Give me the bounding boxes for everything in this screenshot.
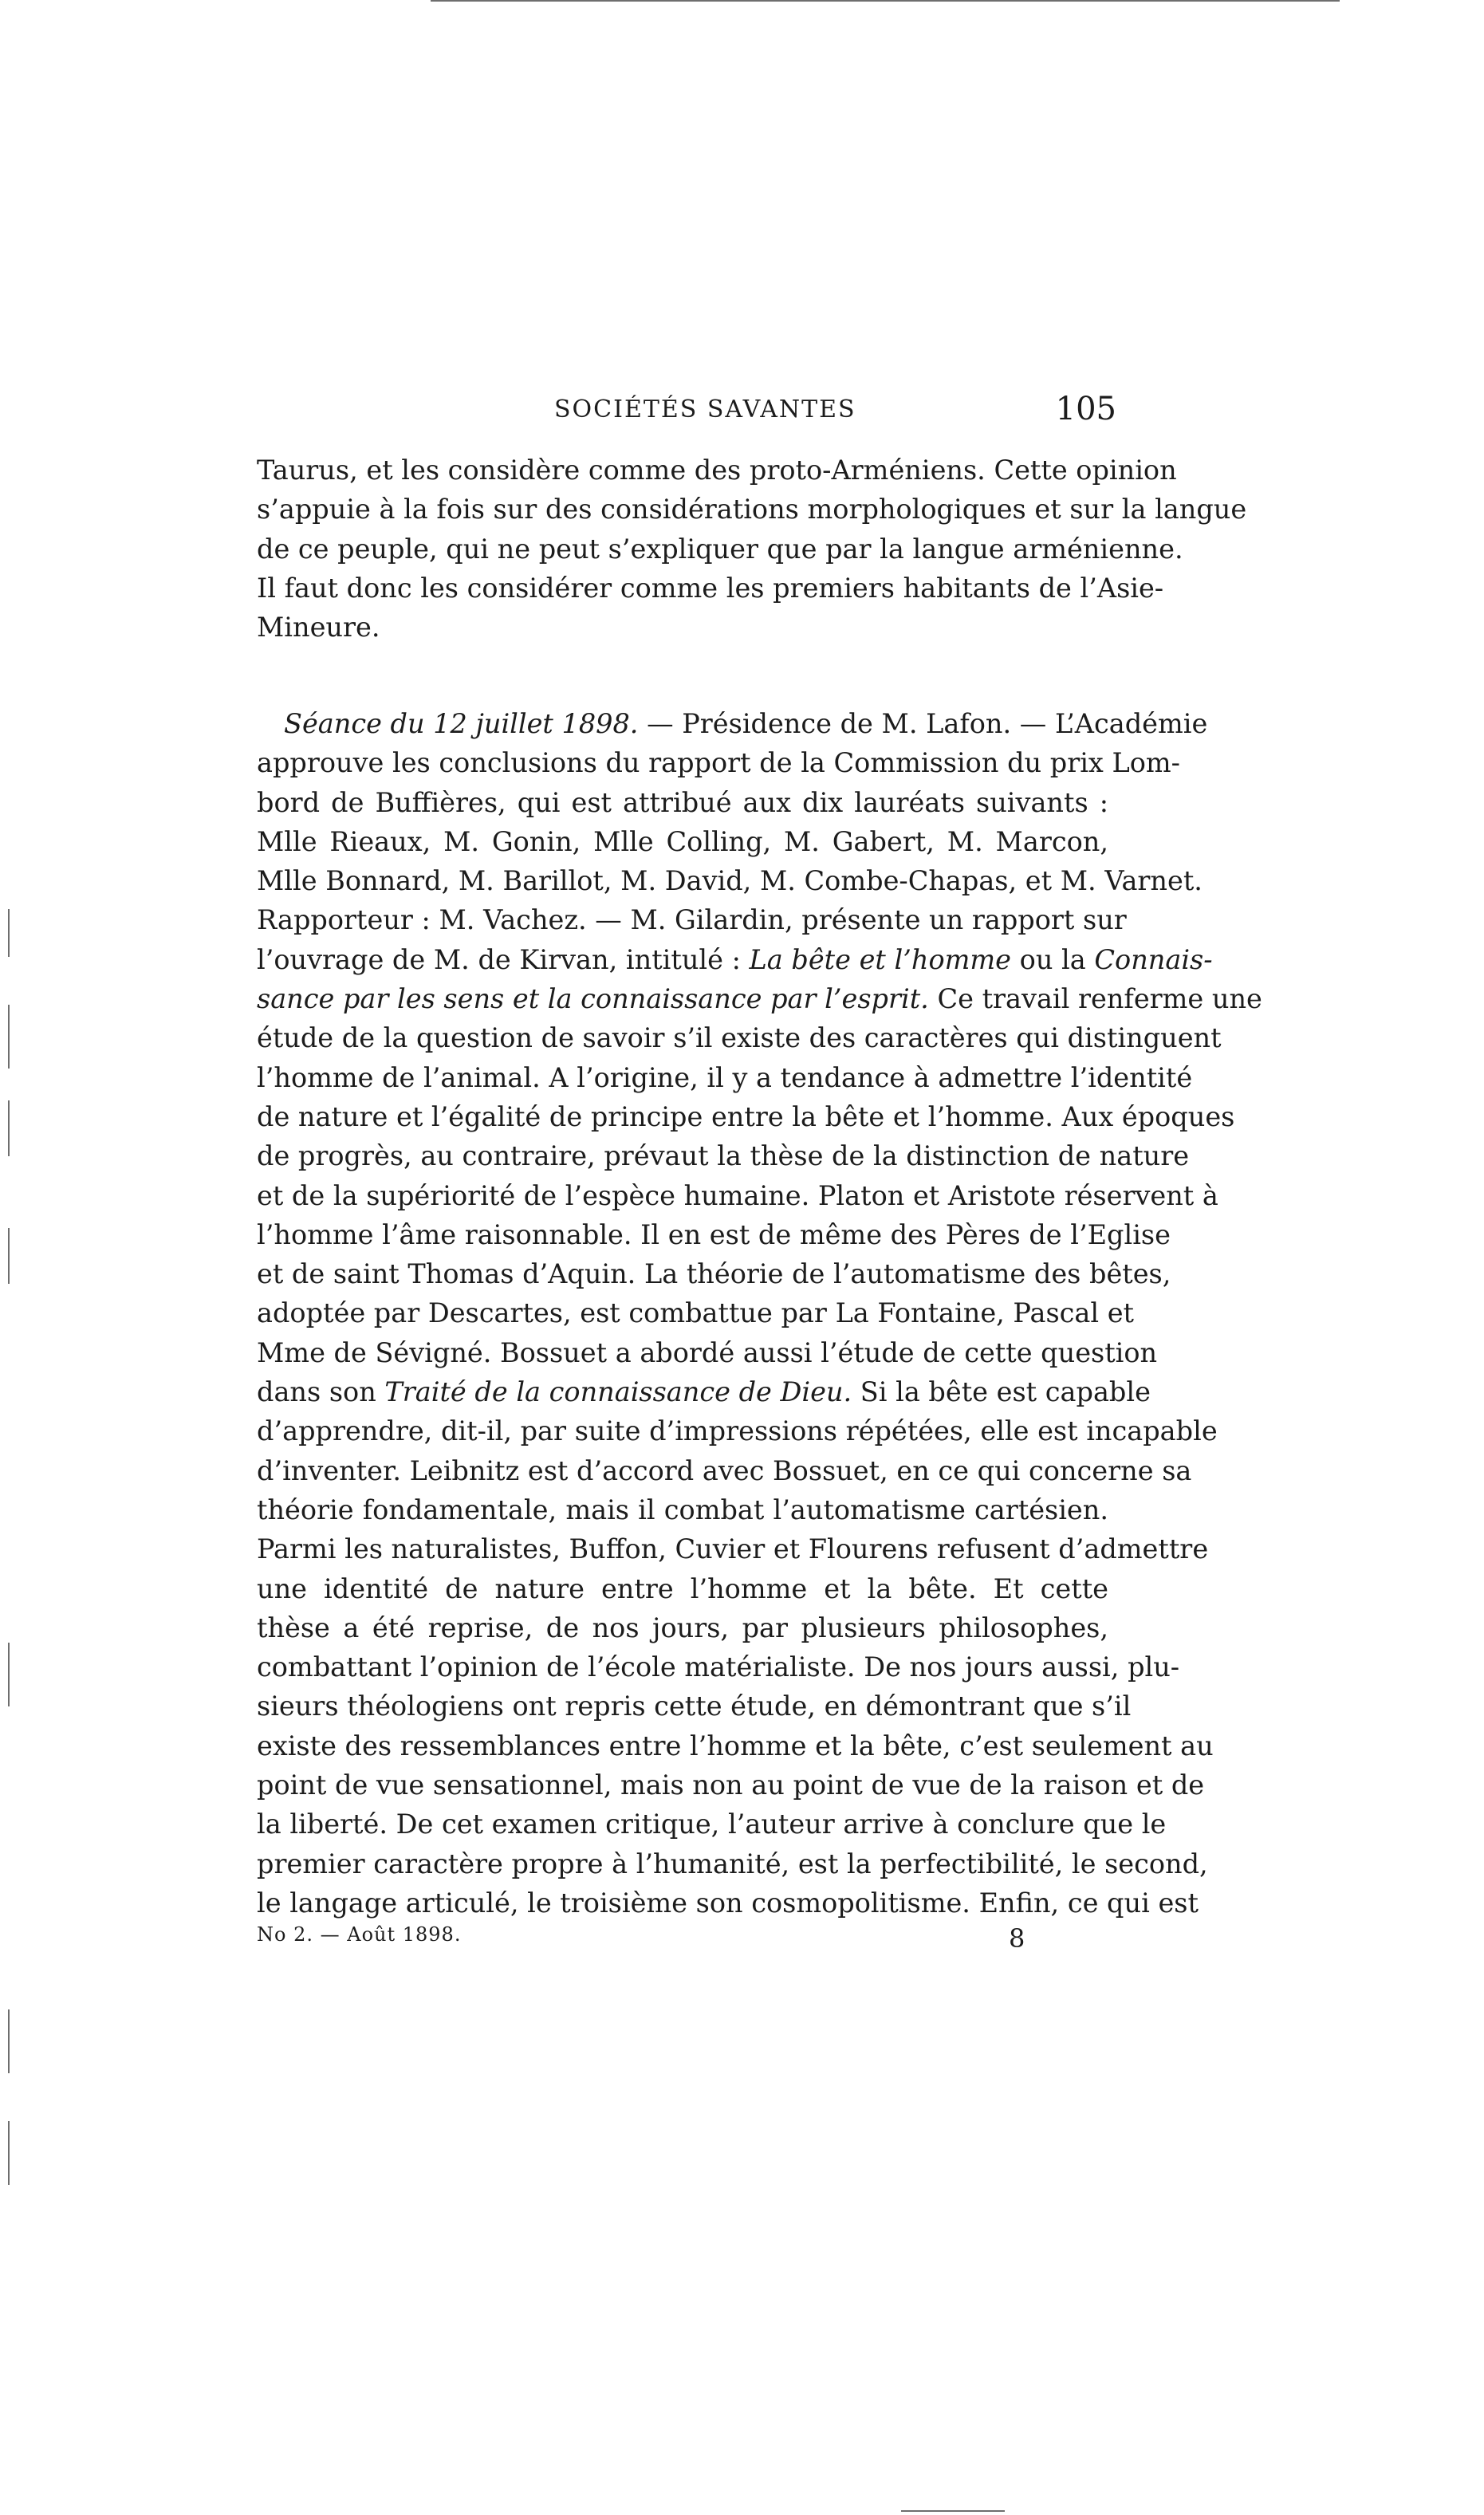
- page-number: 105: [1055, 391, 1116, 427]
- text-line: étude de la question de savoir s’il existe des caractères qui distinguent: [257, 1022, 1222, 1054]
- text-line: de ce peuple, qui ne peut s’expliquer que par la langue arménienne.: [257, 533, 1183, 565]
- text-line: Rapporteur : M. Vachez. — M. Gilardin, présente un rapport sur: [257, 904, 1127, 936]
- text-line: Parmi les naturalistes, Buffon, Cuvier et Flourens refusent d’admettre: [257, 1533, 1209, 1565]
- text-line: s’appuie à la fois sur des considérations morphologiques et sur la langue: [257, 494, 1247, 525]
- text-line: de nature et l’égalité de principe entre la bête et l’homme. Aux époques: [257, 1100, 1235, 1132]
- scan-edge-mark-left-7: [8, 2121, 10, 2185]
- scan-edge-mark-top: [431, 0, 1340, 2]
- text-line: de progrès, au contraire, prévaut la thèse de la distinction de nature: [257, 1140, 1190, 1172]
- scan-edge-mark-left-3: [8, 1100, 10, 1156]
- text-line: Mlle Rieaux, M. Gonin, Mlle Colling, M. Gabert, M. Marcon,: [257, 825, 1108, 857]
- scan-edge-mark-left-4: [8, 1228, 10, 1284]
- text-line: Taurus, et les considère comme des proto-Arméniens. Cette opinion: [257, 455, 1177, 486]
- text-line: théorie fondamentale, mais il combat l’automatisme cartésien.: [257, 1494, 1108, 1525]
- text-line: point de vue sensationnel, mais non au point de vue de la raison et de: [257, 1769, 1205, 1801]
- scan-edge-mark-left-6: [8, 2009, 10, 2073]
- paragraph-continuation: [257, 451, 1247, 647]
- text-line: une identité de nature entre l’homme et la bête. Et cette: [257, 1572, 1108, 1604]
- page-footer: [257, 1923, 1110, 1955]
- text-line: Il faut donc les considérer comme les premiers habitants de l’Asie-: [257, 572, 1164, 604]
- text-line: Mme de Sévigné. Bossuet a abordé aussi l’étude de cette question: [257, 1336, 1158, 1368]
- text-line: l’homme l’âme raisonnable. Il en est de même des Pères de l’Eglise: [257, 1218, 1171, 1250]
- text-line: la liberté. De cet examen critique, l’auteur arrive à conclure que le: [257, 1809, 1167, 1840]
- work-title: Connais-: [1094, 943, 1213, 975]
- text-line: combattant l’opinion de l’école matérialiste. De nos jours aussi, plu-: [257, 1651, 1180, 1683]
- text-line: Séance du 12 juillet 1898. — Présidence de M. Lafon. — L’Académie: [284, 708, 1208, 739]
- text-line: d’apprendre, dit-il, par suite d’impressions répétées, elle est incapable: [257, 1415, 1218, 1447]
- text-line: d’inventer. Leibnitz est d’accord avec Bossuet, en ce qui concerne sa: [257, 1454, 1192, 1486]
- running-head: SOCIÉTÉS SAVANTES: [554, 396, 856, 423]
- issue-note: No 2. — Août 1898.: [257, 1923, 462, 1946]
- text-line: l’homme de l’animal. A l’origine, il y a tendance à admettre l’identité: [257, 1061, 1193, 1093]
- text-line: Mineure.: [257, 612, 380, 644]
- text-line: et de saint Thomas d’Aquin. La théorie de l’automatisme des bêtes,: [257, 1258, 1171, 1290]
- text-line: dans son Traité de la connaissance de Dieu. Si la bête est capable: [257, 1376, 1151, 1408]
- scan-edge-mark-left-1: [8, 909, 10, 957]
- text-line: approuve les conclusions du rapport de la Commission du prix Lom-: [257, 747, 1180, 779]
- text-line: l’ouvrage de M. de Kirvan, intitulé : La bête et l’homme ou la Connais-: [257, 943, 1213, 975]
- text-line: et de la supériorité de l’espèce humaine. Platon et Aristote réservent à: [257, 1179, 1218, 1211]
- scan-edge-mark-bottom: [901, 2510, 1005, 2512]
- text-line: Mlle Bonnard, M. Barillot, M. David, M. Combe-Chapas, et M. Varnet.: [257, 865, 1203, 897]
- signature-mark: 8: [1009, 1923, 1025, 1954]
- text-line: sance par les sens et la connaissance par l’esprit. Ce travail renferme une: [257, 983, 1262, 1015]
- text-line: sieurs théologiens ont repris cette étude, en démontrant que s’il: [257, 1690, 1132, 1722]
- text-line: le langage articulé, le troisième son cosmopolitisme. Enfin, ce qui est: [257, 1887, 1199, 1919]
- text-line: premier caractère propre à l’humanité, est la perfectibilité, le second,: [257, 1848, 1208, 1879]
- text-line: bord de Buffières, qui est attribué aux dix lauréats suivants :: [257, 786, 1108, 818]
- session-report-paragraph: [257, 704, 1262, 1923]
- scan-edge-mark-left-2: [8, 1005, 10, 1069]
- text-line: adoptée par Descartes, est combattue par La Fontaine, Pascal et: [257, 1297, 1135, 1329]
- work-title: Traité de la connaissance de Dieu.: [384, 1376, 852, 1408]
- text-line: existe des ressemblances entre l’homme et la bête, c’est seulement au: [257, 1730, 1214, 1761]
- text-line: thèse a été reprise, de nos jours, par plusieurs philosophes,: [257, 1612, 1108, 1643]
- session-date: Séance du 12 juillet 1898.: [284, 708, 639, 739]
- work-title: La bête et l’homme: [749, 943, 1012, 975]
- scan-edge-mark-left-5: [8, 1643, 10, 1706]
- work-title: sance par les sens et la connaissance par l’esprit.: [257, 983, 929, 1015]
- page-header: [255, 389, 1116, 437]
